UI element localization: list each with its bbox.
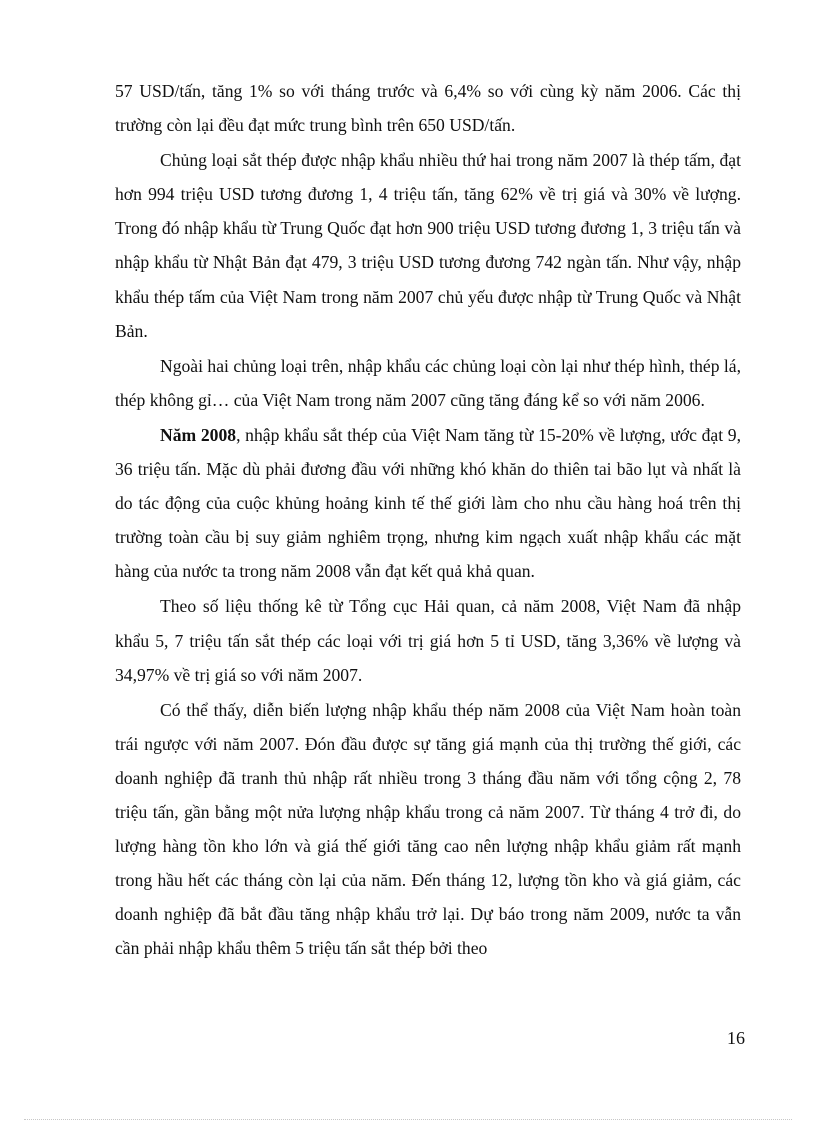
paragraph-6	[115, 693, 741, 966]
paragraph-6-text: Có thể thấy, diễn biến lượng nhập khẩu thép năm 2008 của Việt Nam hoàn toàn trái ngược với năm 2007. Đón đầu được sự tăng giá mạnh của thị trường thế giới, các doanh nghiệp đã tranh thủ nhập rất nhiều trong 3 tháng đầu năm với tổng cộng 2, 78 triệu tấn, gần bằng một nửa lượng nhập khẩu trong cả năm 2007. Từ tháng 4 trở đi, do lượng hàng tồn kho lớn và giá thế giới tăng cao nên lượng nhập khẩu giảm rất mạnh trong hầu hết các tháng còn lại của năm. Đến tháng 12, lượng tồn kho và giá giảm, các doanh nghiệp đã bắt đầu tăng nhập khẩu trở lại. Dự báo trong năm 2009, nước ta vẫn cần phải nhập khẩu thêm 5 triệu tấn sắt thép bởi theo	[115, 699, 741, 959]
paragraph-2	[115, 143, 741, 348]
paragraph-1-text: 57 USD/tấn, tăng 1% so với tháng trước và 6,4% so với cùng kỳ năm 2006. Các thị trường còn lại đều đạt mức trung bình trên 650 USD/tấn.	[115, 81, 741, 136]
page-body	[115, 74, 741, 966]
paragraph-4-lead: Năm 2008	[160, 424, 237, 445]
paragraph-2-text: Chủng loại sắt thép được nhập khẩu nhiều thứ hai trong năm 2007 là thép tấm, đạt hơn 994 triệu USD tương đương 1, 4 triệu tấn, tăng 62% về trị giá và 30% về lượng. Trong đó nhập khẩu từ Trung Quốc đạt hơn 900 triệu USD tương đương 1, 3 triệu tấn và nhập khẩu từ Nhật Bản đạt 479, 3 triệu USD tương đương 742 ngàn tấn. Như vậy, nhập khẩu thép tấm của Việt Nam trong năm 2007 chủ yếu được nhập từ Trung Quốc và Nhật Bản.	[115, 150, 741, 341]
page-bottom-divider	[24, 1119, 792, 1120]
paragraph-3	[115, 349, 741, 417]
paragraph-1	[115, 74, 741, 142]
paragraph-4-text: , nhập khẩu sắt thép của Việt Nam tăng từ 15-20% về lượng, ước đạt 9, 36 triệu tấn. Mặc dù phải đương đầu với những khó khăn do thiên tai bão lụt và nhất là do tác động của cuộc khủng hoảng kinh tế thế giới làm cho nhu cầu hàng hoá trên thị trường toàn cầu bị suy giảm nghiêm trọng, nhưng kim ngạch xuất nhập khẩu các mặt hàng của nước ta trong năm 2008 vẫn đạt kết quả khả quan.	[115, 424, 741, 582]
paragraph-3-text: Ngoài hai chủng loại trên, nhập khẩu các chủng loại còn lại như thép hình, thép lá, thép không gỉ… của Việt Nam trong năm 2007 cũng tăng đáng kể so với năm 2006.	[115, 355, 741, 410]
paragraph-5	[115, 589, 741, 691]
page-number: 16	[727, 1028, 745, 1048]
paragraph-4	[115, 418, 741, 588]
paragraph-5-text: Theo số liệu thống kê từ Tổng cục Hải quan, cả năm 2008, Việt Nam đã nhập khẩu 5, 7 triệu tấn sắt thép các loại với trị giá hơn 5 tỉ USD, tăng 3,36% về lượng và 34,97% về trị giá so với năm 2007.	[115, 596, 741, 685]
